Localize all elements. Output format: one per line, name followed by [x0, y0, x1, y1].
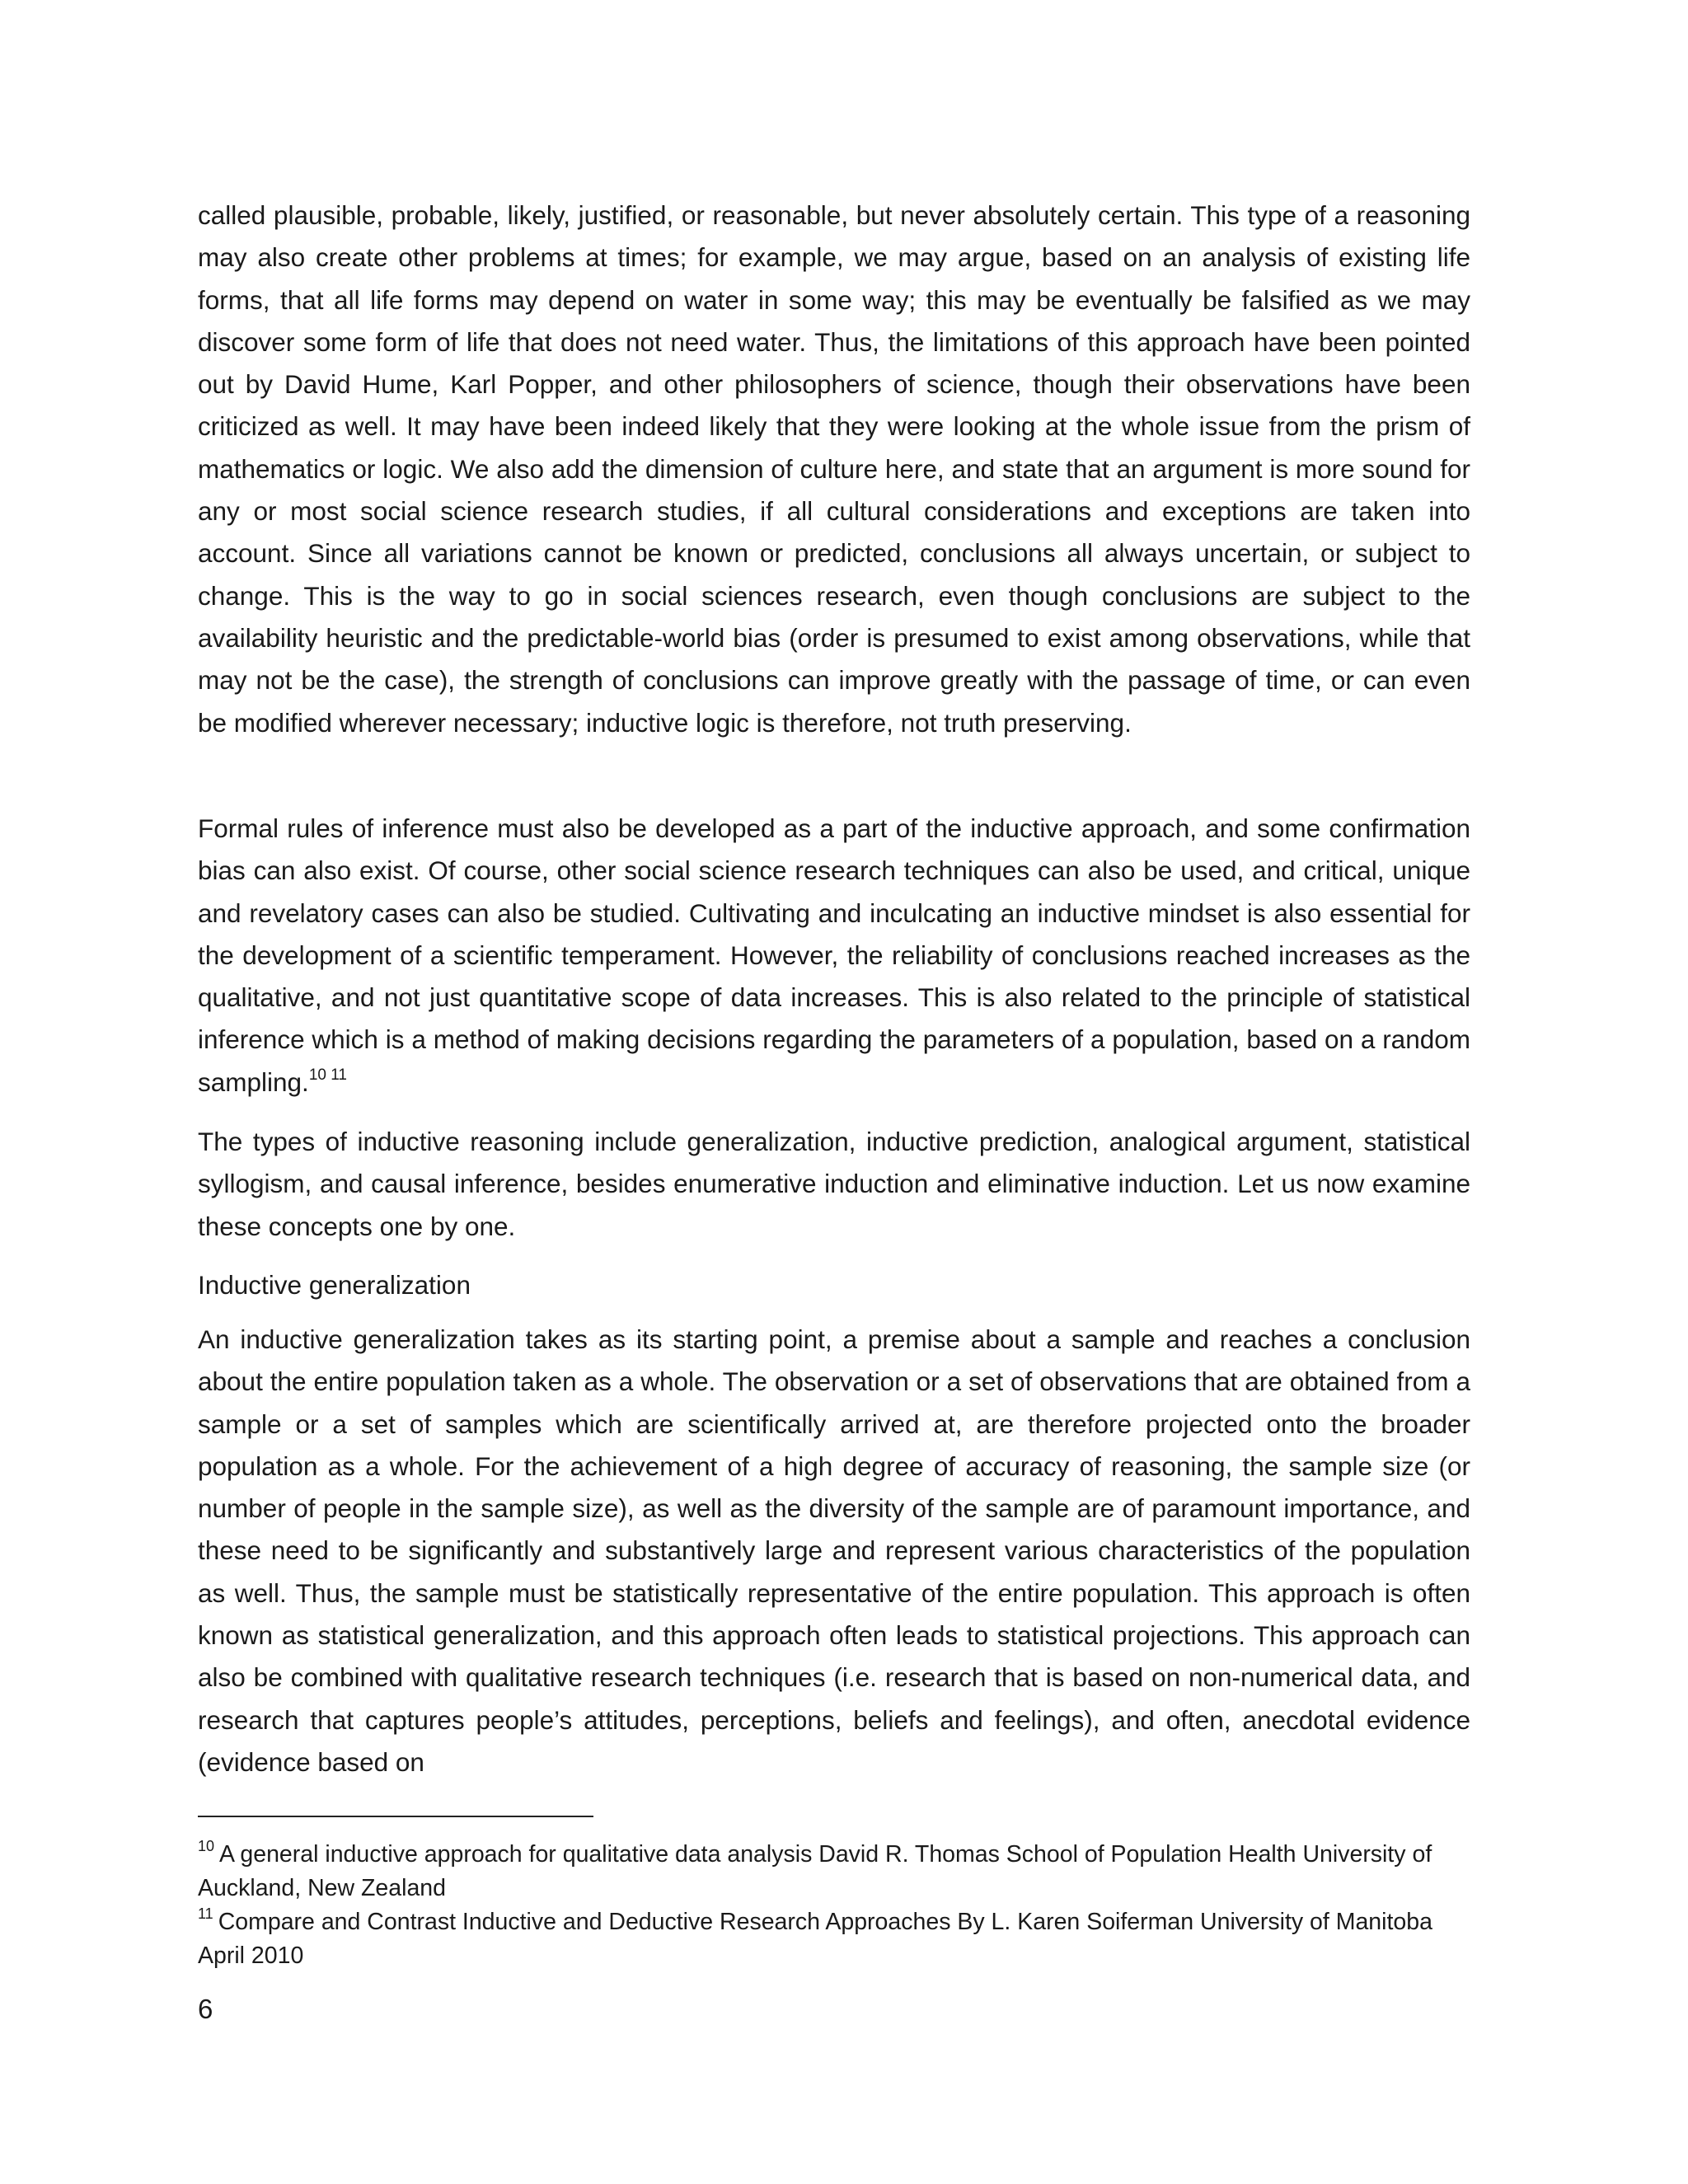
page-number: 6: [198, 1994, 213, 2024]
footnote-text: Compare and Contrast Inductive and Deductive Research Approaches By L. Karen Soiferman University of Manitoba April 2010: [198, 1909, 1432, 1969]
footnote-separator: [198, 1816, 593, 1817]
paragraph-limitations: called plausible, probable, likely, justified, or reasonable, but never absolutely certain. This type of a reasoning may also create other problems at times; for example, we may argue, based on an analysis of existing life forms, that all life forms may depend on water in some way; this may be eventually be falsified as we may discover some form of life that does not need water. Thus, the limitations of this approach have been pointed out by David Hume, Karl Popper, and other philosophers of science, though their observations have been criticized as well. It may have been indeed likely that they were looking at the whole issue from the prism of mathematics or logic. We also add the dimension of culture here, and state that an argument is more sound for any or most social science research studies, if all cultural considerations and exceptions are taken into account. Since all variations cannot be known or predicted, conclusions all always uncertain, or subject to change. This is the way to go in social sciences research, even though conclusions are subject to the availability heuristic and the predictable-world bias (order is presumed to exist among observations, while that may not be the case), the strength of conclusions can improve greatly with the passage of time, or can even be modified wherever necessary; inductive logic is therefore, not truth preserving.: [198, 200, 1470, 738]
paragraph-formal-rules: [198, 808, 1470, 1104]
footnote-reference[interactable]: 10 11: [308, 1066, 347, 1084]
paragraph-formal-rules-text: Formal rules of inference must also be developed as a part of the inductive approach, and some confirmation bias can also exist. Of course, other social science research techniques can also be used, and critical, unique and revelatory cases can also be studied. Cultivating and inculcating an inductive mindset is also essential for the development of a scientific temperament. However, the reliability of conclusions reached increases as the qualitative, and not just quantitative scope of data increases. This is also related to the principle of statistical inference which is a method of making decisions regarding the parameters of a population, based on a random sampling.: [198, 813, 1470, 1097]
section-heading: Inductive generalization: [198, 1270, 471, 1300]
footnote-11: [198, 1905, 1484, 1973]
footnote-number: 10: [198, 1838, 215, 1855]
paragraph-inductive-generalization: An inductive generalization takes as its starting point, a premise about a sample and reaches a conclusion about the entire population taken as a whole. The observation or a set of observations that are obtained from a sample or a set of samples which are scientifically arrived at, are therefore projected onto the broader population as a whole. For the achievement of a high degree of accuracy of reasoning, the sample size (or number of people in the sample size), as well as the diversity of the sample are of paramount importance, and these need to be significantly and substantively large and represent various characteristics of the population as well. Thus, the sample must be statistically representative of the entire population. This approach is often known as statistical generalization, and this approach often leads to statistical projections. This approach can also be combined with qualitative research techniques (i.e. research that is based on non-numerical data, and research that captures people’s attitudes, perceptions, beliefs and feelings), and often, anecdotal evidence (evidence based on: [198, 1324, 1470, 1777]
paragraph-types: The types of inductive reasoning include generalization, inductive prediction, analogical argument, statistical syllogism, and causal inference, besides enumerative induction and eliminative induction. Let us now examine these concepts one by one.: [198, 1127, 1470, 1241]
footnote-10: [198, 1838, 1484, 1905]
footnote-number: 11: [198, 1905, 213, 1923]
footnote-text: A general inductive approach for qualitative data analysis David R. Thomas School of Population Health University of Auckland, New Zealand: [198, 1841, 1432, 1901]
